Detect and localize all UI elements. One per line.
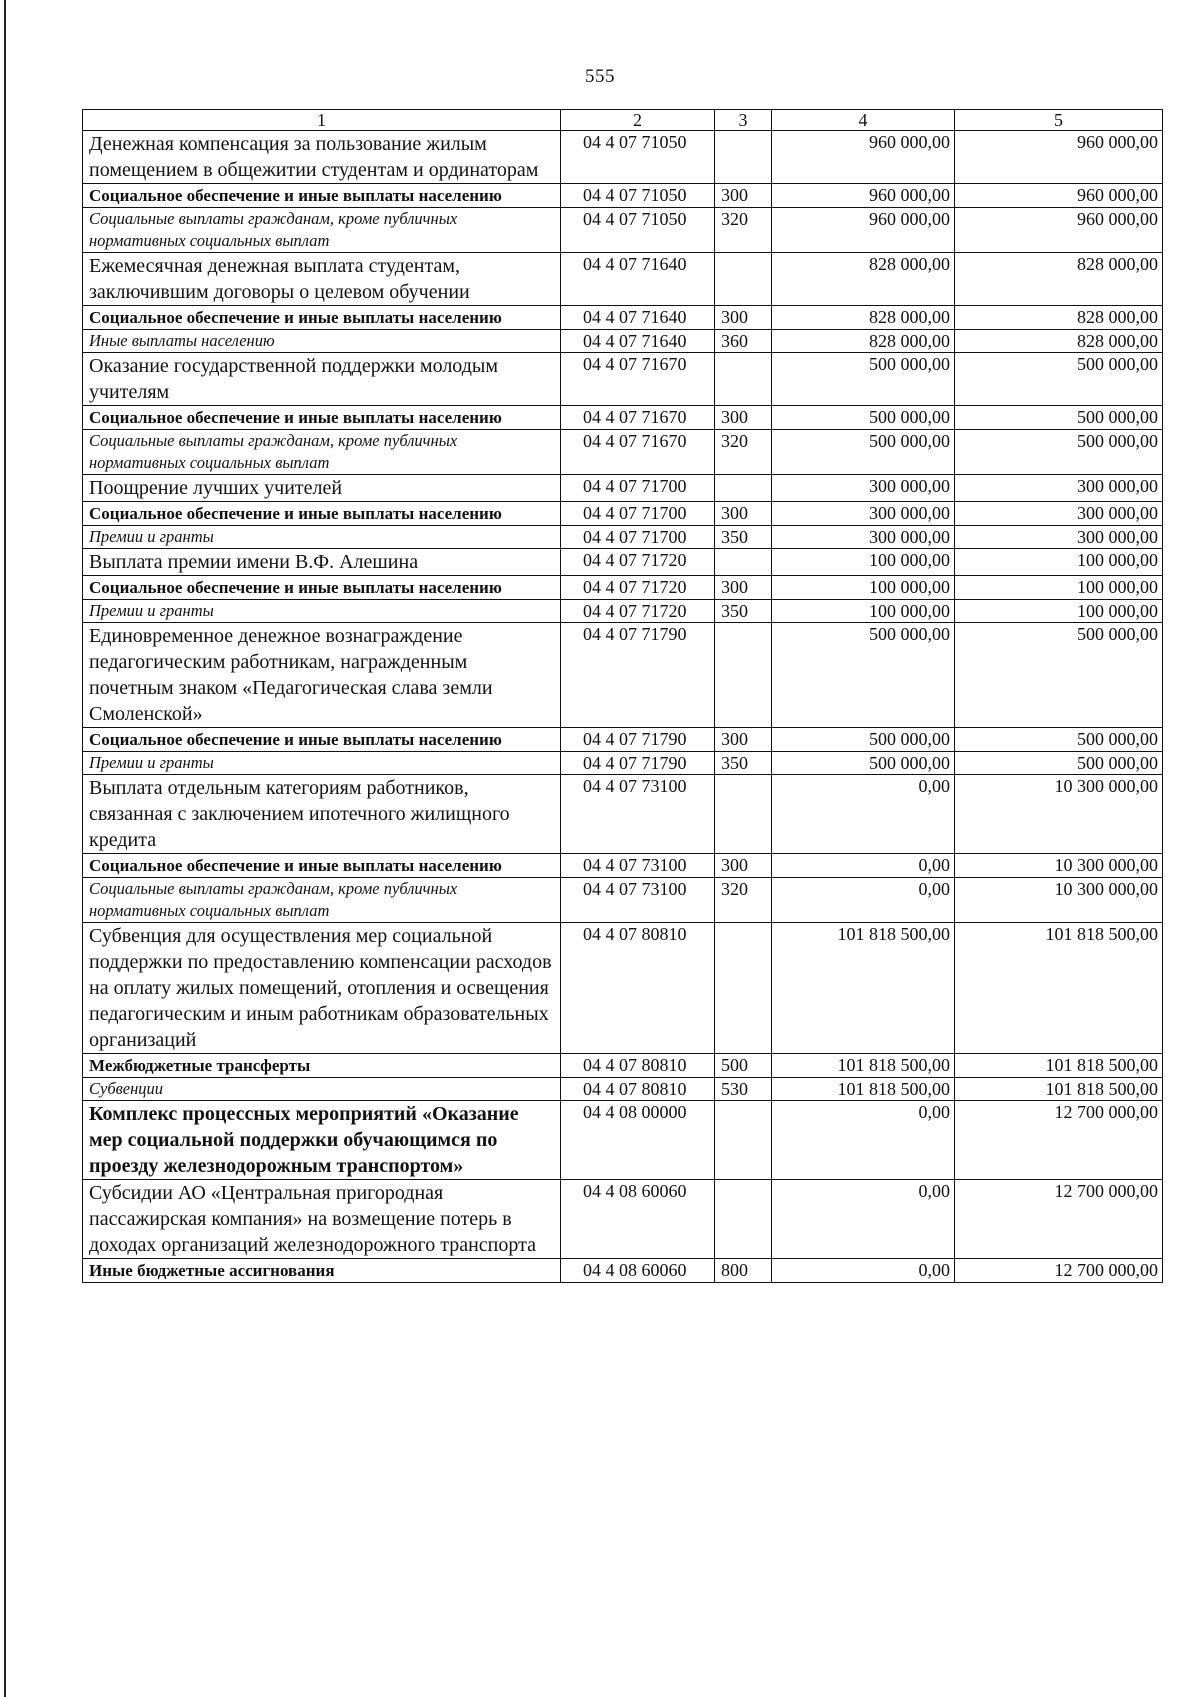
row-amount-5-cell: 500 000,00 (955, 406, 1163, 430)
row-code-cell: 04 4 07 71640 (561, 330, 715, 353)
row-amount-4-cell: 500 000,00 (772, 752, 955, 775)
row-amount-4-cell: 101 818 500,00 (772, 1078, 955, 1101)
row-type-cell (715, 549, 772, 576)
row-amount-4-cell: 828 000,00 (772, 253, 955, 306)
column-header: 1 (83, 110, 561, 131)
row-name-cell: Социальные выплаты гражданам, кроме публичных нормативных социальных выплат (83, 208, 561, 253)
row-type-cell (715, 1101, 772, 1180)
row-type-cell (715, 775, 772, 854)
row-name-cell: Социальные выплаты гражданам, кроме публичных нормативных социальных выплат (83, 430, 561, 475)
row-code-cell: 04 4 07 73100 (561, 878, 715, 923)
row-code-cell: 04 4 07 71700 (561, 526, 715, 549)
row-type-cell: 300 (715, 854, 772, 878)
row-code-cell: 04 4 07 71050 (561, 208, 715, 253)
row-code-cell: 04 4 07 71640 (561, 253, 715, 306)
row-amount-5-cell: 300 000,00 (955, 526, 1163, 549)
row-amount-4-cell: 0,00 (772, 1259, 955, 1283)
table-row (83, 1078, 1163, 1101)
row-amount-5-cell: 828 000,00 (955, 253, 1163, 306)
row-name-cell: Субсидии АО «Центральная пригородная пассажирская компания» на возмещение потерь в доходах организаций железнодорожного транспорта (83, 1180, 561, 1259)
row-name-cell: Комплекс процессных мероприятий «Оказание мер социальной поддержки обучающимся по проезду железнодорожным транспортом» (83, 1101, 561, 1180)
table-row (83, 549, 1163, 576)
table-row (83, 1101, 1163, 1180)
table-row (83, 131, 1163, 184)
row-amount-5-cell: 500 000,00 (955, 623, 1163, 728)
row-amount-5-cell: 500 000,00 (955, 752, 1163, 775)
row-name-cell: Поощрение лучших учителей (83, 475, 561, 502)
table-row (83, 923, 1163, 1054)
table-row (83, 502, 1163, 526)
row-code-cell: 04 4 07 71790 (561, 623, 715, 728)
row-amount-4-cell: 300 000,00 (772, 475, 955, 502)
row-amount-4-cell: 100 000,00 (772, 600, 955, 623)
row-code-cell: 04 4 07 71640 (561, 306, 715, 330)
row-amount-5-cell: 10 300 000,00 (955, 775, 1163, 854)
row-amount-4-cell: 500 000,00 (772, 406, 955, 430)
table-row (83, 330, 1163, 353)
table-row (83, 306, 1163, 330)
row-type-cell: 300 (715, 502, 772, 526)
table-row (83, 475, 1163, 502)
row-code-cell: 04 4 07 80810 (561, 923, 715, 1054)
table-row (83, 854, 1163, 878)
table-row (83, 406, 1163, 430)
row-code-cell: 04 4 07 71670 (561, 430, 715, 475)
column-header: 4 (772, 110, 955, 131)
row-name-cell: Премии и гранты (83, 752, 561, 775)
row-name-cell: Иные выплаты населению (83, 330, 561, 353)
row-code-cell: 04 4 07 71050 (561, 131, 715, 184)
row-amount-5-cell: 10 300 000,00 (955, 878, 1163, 923)
table-row (83, 600, 1163, 623)
row-amount-5-cell: 12 700 000,00 (955, 1101, 1163, 1180)
row-amount-4-cell: 101 818 500,00 (772, 1054, 955, 1078)
row-amount-4-cell: 960 000,00 (772, 184, 955, 208)
table-row (83, 878, 1163, 923)
row-type-cell: 300 (715, 306, 772, 330)
row-amount-5-cell: 500 000,00 (955, 728, 1163, 752)
row-amount-5-cell: 828 000,00 (955, 306, 1163, 330)
row-code-cell: 04 4 07 73100 (561, 775, 715, 854)
row-code-cell: 04 4 07 73100 (561, 854, 715, 878)
row-code-cell: 04 4 07 71700 (561, 475, 715, 502)
row-type-cell (715, 475, 772, 502)
table-row (83, 208, 1163, 253)
row-name-cell: Социальное обеспечение и иные выплаты населению (83, 728, 561, 752)
row-name-cell: Выплата отдельным категориям работников, связанная с заключением ипотечного жилищного кредита (83, 775, 561, 854)
column-header: 5 (955, 110, 1163, 131)
row-code-cell: 04 4 07 71050 (561, 184, 715, 208)
row-name-cell: Премии и гранты (83, 600, 561, 623)
row-type-cell: 350 (715, 526, 772, 549)
row-code-cell: 04 4 07 71720 (561, 600, 715, 623)
row-name-cell: Ежемесячная денежная выплата студентам, заключившим договоры о целевом обучении (83, 253, 561, 306)
row-amount-5-cell: 12 700 000,00 (955, 1180, 1163, 1259)
row-type-cell: 300 (715, 576, 772, 600)
row-amount-4-cell: 0,00 (772, 854, 955, 878)
row-amount-5-cell: 960 000,00 (955, 208, 1163, 253)
table-row (83, 728, 1163, 752)
row-type-cell (715, 253, 772, 306)
row-type-cell: 360 (715, 330, 772, 353)
table-row (83, 623, 1163, 728)
table-row (83, 576, 1163, 600)
column-header: 3 (715, 110, 772, 131)
row-name-cell: Социальное обеспечение и иные выплаты населению (83, 854, 561, 878)
row-amount-4-cell: 300 000,00 (772, 502, 955, 526)
row-amount-5-cell: 10 300 000,00 (955, 854, 1163, 878)
row-type-cell: 300 (715, 406, 772, 430)
row-amount-5-cell: 828 000,00 (955, 330, 1163, 353)
row-type-cell: 350 (715, 600, 772, 623)
row-name-cell: Социальное обеспечение и иные выплаты населению (83, 184, 561, 208)
row-type-cell: 320 (715, 430, 772, 475)
row-code-cell: 04 4 07 71720 (561, 549, 715, 576)
table-row (83, 775, 1163, 854)
row-type-cell (715, 131, 772, 184)
table-body (83, 131, 1163, 1283)
page-edge-rule (4, 0, 6, 1697)
row-amount-5-cell: 100 000,00 (955, 600, 1163, 623)
row-name-cell: Единовременное денежное вознаграждение педагогическим работникам, награжденным почетным знаком «Педагогическая слава земли Смоленской» (83, 623, 561, 728)
row-name-cell: Денежная компенсация за пользование жилым помещением в общежитии студентам и ординаторам (83, 131, 561, 184)
row-amount-4-cell: 828 000,00 (772, 306, 955, 330)
row-amount-4-cell: 960 000,00 (772, 131, 955, 184)
row-code-cell: 04 4 07 80810 (561, 1078, 715, 1101)
row-amount-4-cell: 828 000,00 (772, 330, 955, 353)
row-amount-5-cell: 300 000,00 (955, 475, 1163, 502)
row-code-cell: 04 4 07 71700 (561, 502, 715, 526)
table-row (83, 253, 1163, 306)
row-code-cell: 04 4 08 00000 (561, 1101, 715, 1180)
table-row (83, 1259, 1163, 1283)
row-amount-5-cell: 960 000,00 (955, 131, 1163, 184)
row-code-cell: 04 4 07 80810 (561, 1054, 715, 1078)
row-type-cell: 300 (715, 728, 772, 752)
table-row (83, 353, 1163, 406)
row-amount-5-cell: 300 000,00 (955, 502, 1163, 526)
row-name-cell: Социальные выплаты гражданам, кроме публичных нормативных социальных выплат (83, 878, 561, 923)
row-amount-4-cell: 100 000,00 (772, 576, 955, 600)
row-amount-5-cell: 12 700 000,00 (955, 1259, 1163, 1283)
row-name-cell: Социальное обеспечение и иные выплаты населению (83, 406, 561, 430)
row-amount-4-cell: 960 000,00 (772, 208, 955, 253)
table-row (83, 1180, 1163, 1259)
row-amount-4-cell: 500 000,00 (772, 430, 955, 475)
row-amount-4-cell: 0,00 (772, 1180, 955, 1259)
budget-table (82, 109, 1163, 1283)
table-row (83, 430, 1163, 475)
table-row (83, 752, 1163, 775)
row-name-cell: Выплата премии имени В.Ф. Алешина (83, 549, 561, 576)
row-type-cell: 800 (715, 1259, 772, 1283)
row-amount-4-cell: 300 000,00 (772, 526, 955, 549)
table-header-row (83, 110, 1163, 131)
row-amount-4-cell: 500 000,00 (772, 623, 955, 728)
table-row (83, 184, 1163, 208)
row-amount-4-cell: 0,00 (772, 1101, 955, 1180)
row-name-cell: Оказание государственной поддержки молодым учителям (83, 353, 561, 406)
row-name-cell: Субвенции (83, 1078, 561, 1101)
row-code-cell: 04 4 08 60060 (561, 1180, 715, 1259)
row-type-cell (715, 1180, 772, 1259)
row-amount-5-cell: 960 000,00 (955, 184, 1163, 208)
row-amount-5-cell: 100 000,00 (955, 576, 1163, 600)
row-amount-4-cell: 101 818 500,00 (772, 923, 955, 1054)
row-type-cell: 350 (715, 752, 772, 775)
row-type-cell: 500 (715, 1054, 772, 1078)
row-amount-5-cell: 101 818 500,00 (955, 923, 1163, 1054)
row-name-cell: Премии и гранты (83, 526, 561, 549)
row-type-cell: 320 (715, 208, 772, 253)
row-amount-5-cell: 500 000,00 (955, 430, 1163, 475)
row-amount-5-cell: 101 818 500,00 (955, 1078, 1163, 1101)
row-type-cell: 530 (715, 1078, 772, 1101)
row-name-cell: Субвенция для осуществления мер социальной поддержки по предоставлению компенсации расходов на оплату жилых помещений, отопления и освещения педагогическим и иным работникам образовательных организаций (83, 923, 561, 1054)
row-code-cell: 04 4 07 71790 (561, 752, 715, 775)
row-type-cell: 300 (715, 184, 772, 208)
row-amount-5-cell: 500 000,00 (955, 353, 1163, 406)
table-row (83, 1054, 1163, 1078)
row-code-cell: 04 4 07 71670 (561, 406, 715, 430)
row-code-cell: 04 4 07 71720 (561, 576, 715, 600)
row-amount-4-cell: 500 000,00 (772, 353, 955, 406)
row-amount-4-cell: 100 000,00 (772, 549, 955, 576)
row-type-cell (715, 623, 772, 728)
row-amount-5-cell: 100 000,00 (955, 549, 1163, 576)
row-type-cell: 320 (715, 878, 772, 923)
table-row (83, 526, 1163, 549)
row-amount-4-cell: 500 000,00 (772, 728, 955, 752)
column-header: 2 (561, 110, 715, 131)
row-code-cell: 04 4 07 71670 (561, 353, 715, 406)
row-amount-4-cell: 0,00 (772, 878, 955, 923)
page-number: 555 (585, 66, 615, 87)
row-amount-5-cell: 101 818 500,00 (955, 1054, 1163, 1078)
row-name-cell: Социальное обеспечение и иные выплаты населению (83, 576, 561, 600)
row-name-cell: Социальное обеспечение и иные выплаты населению (83, 306, 561, 330)
row-amount-4-cell: 0,00 (772, 775, 955, 854)
row-name-cell: Межбюджетные трансферты (83, 1054, 561, 1078)
row-name-cell: Социальное обеспечение и иные выплаты населению (83, 502, 561, 526)
row-type-cell (715, 923, 772, 1054)
row-code-cell: 04 4 07 71790 (561, 728, 715, 752)
row-code-cell: 04 4 08 60060 (561, 1259, 715, 1283)
row-type-cell (715, 353, 772, 406)
row-name-cell: Иные бюджетные ассигнования (83, 1259, 561, 1283)
